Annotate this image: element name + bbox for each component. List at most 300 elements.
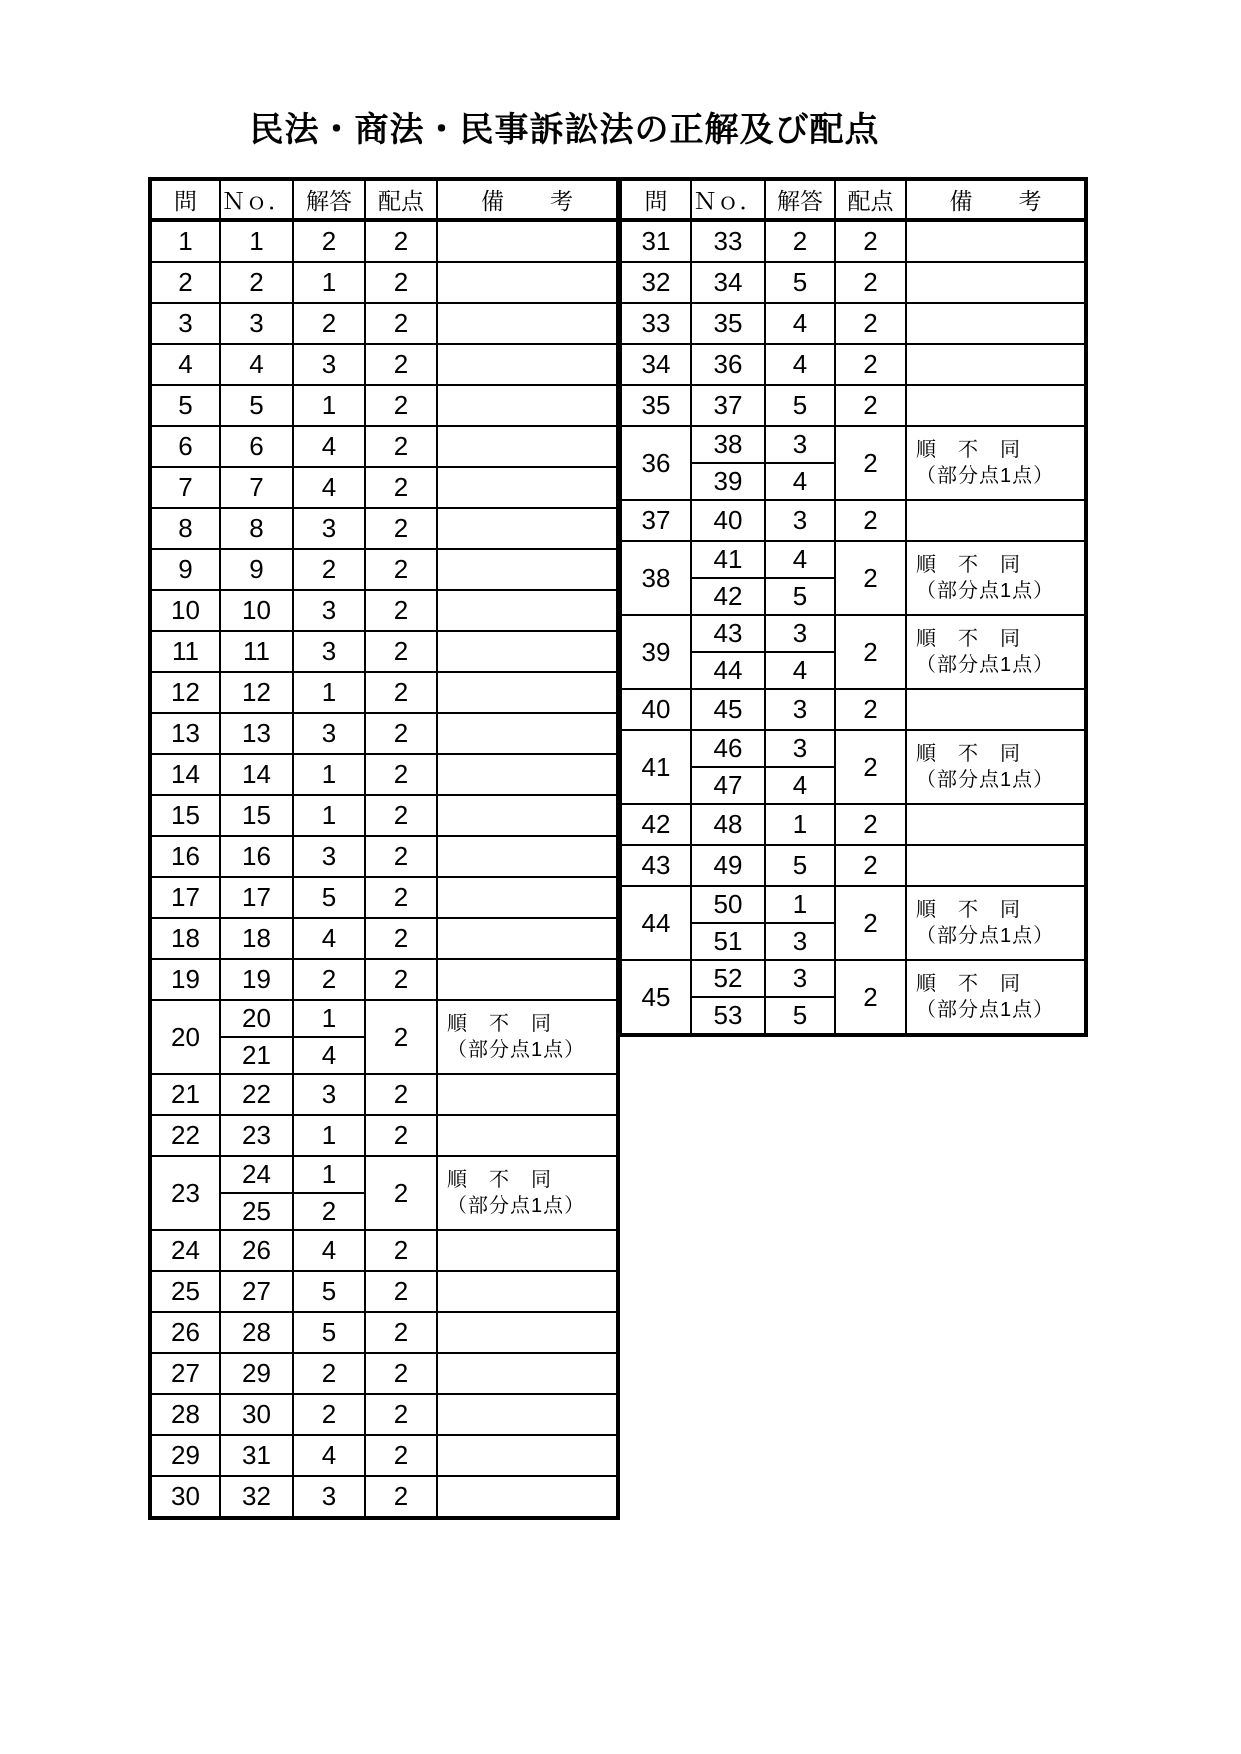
question-cell: 17 <box>150 877 220 918</box>
remark-line: （部分点1点） <box>447 1039 586 1061</box>
answer-cell: 4 <box>765 767 835 804</box>
question-cell: 4 <box>150 344 220 385</box>
answer-row <box>621 886 1086 923</box>
question-cell: 1 <box>150 220 220 262</box>
answer-row <box>150 1000 618 1037</box>
answer-cell: 1 <box>293 385 365 426</box>
question-cell: 42 <box>621 804 691 845</box>
remark-cell <box>437 1312 618 1353</box>
answer-cell: 1 <box>293 795 365 836</box>
answer-cell: 2 <box>293 1353 365 1394</box>
remark-cell <box>906 804 1086 845</box>
remark-line: 順 不 同 <box>916 628 1021 650</box>
answer-row <box>150 590 618 631</box>
answer-cell: 4 <box>765 303 835 344</box>
points-cell: 2 <box>835 845 906 886</box>
answer-row <box>621 426 1086 463</box>
remark-line: （部分点1点） <box>916 465 1055 487</box>
answer-row <box>150 713 618 754</box>
question-cell: 8 <box>150 508 220 549</box>
no-cell: 12 <box>220 672 293 713</box>
remark-cell <box>906 426 1086 500</box>
no-cell: 41 <box>691 541 765 578</box>
points-cell: 2 <box>835 886 906 960</box>
points-cell: 2 <box>365 426 437 467</box>
remark-line: （部分点1点） <box>916 999 1055 1021</box>
points-cell: 2 <box>365 1476 437 1518</box>
answer-row <box>621 220 1086 262</box>
answer-cell: 3 <box>765 960 835 997</box>
remark-cell <box>437 1435 618 1476</box>
points-cell: 2 <box>365 590 437 631</box>
no-cell: 3 <box>220 303 293 344</box>
no-cell: 16 <box>220 836 293 877</box>
remark-cell <box>906 845 1086 886</box>
answer-cell: 1 <box>293 262 365 303</box>
answer-row <box>150 1230 618 1271</box>
header-no: Ｎｏ． <box>220 179 293 220</box>
question-cell: 2 <box>150 262 220 303</box>
question-cell: 18 <box>150 918 220 959</box>
points-cell: 2 <box>365 631 437 672</box>
answer-cell: 2 <box>293 1193 365 1230</box>
answer-row <box>621 541 1086 578</box>
answer-row <box>150 1115 618 1156</box>
question-cell: 25 <box>150 1271 220 1312</box>
question-cell: 11 <box>150 631 220 672</box>
remark-cell <box>437 220 618 262</box>
no-cell: 30 <box>220 1394 293 1435</box>
answer-cell: 3 <box>293 836 365 877</box>
remark-cell <box>437 426 618 467</box>
question-cell: 7 <box>150 467 220 508</box>
answer-table-right <box>620 177 1088 1037</box>
no-cell: 10 <box>220 590 293 631</box>
points-cell: 2 <box>365 836 437 877</box>
remark-cell <box>437 877 618 918</box>
no-cell: 28 <box>220 1312 293 1353</box>
answer-cell: 3 <box>293 1074 365 1115</box>
answer-tables <box>148 177 1088 1520</box>
question-cell: 9 <box>150 549 220 590</box>
no-cell: 11 <box>220 631 293 672</box>
answer-row <box>150 1271 618 1312</box>
no-cell: 42 <box>691 578 765 615</box>
answer-row <box>150 959 618 1000</box>
no-cell: 46 <box>691 730 765 767</box>
answer-row <box>150 795 618 836</box>
points-cell: 2 <box>365 1230 437 1271</box>
answer-row <box>150 631 618 672</box>
remark-cell <box>437 262 618 303</box>
answer-row <box>150 467 618 508</box>
no-cell: 17 <box>220 877 293 918</box>
question-cell: 32 <box>621 262 691 303</box>
remark-cell <box>437 836 618 877</box>
remark-cell <box>906 344 1086 385</box>
question-cell: 21 <box>150 1074 220 1115</box>
answer-cell: 3 <box>765 689 835 730</box>
answer-row <box>150 344 618 385</box>
remark-cell <box>437 631 618 672</box>
question-cell: 44 <box>621 886 691 960</box>
remark-line: （部分点1点） <box>447 1195 586 1217</box>
question-cell: 12 <box>150 672 220 713</box>
points-cell: 2 <box>835 730 906 804</box>
points-cell: 2 <box>365 754 437 795</box>
answer-cell: 3 <box>765 426 835 463</box>
answer-row <box>621 689 1086 730</box>
points-cell: 2 <box>835 500 906 541</box>
points-cell: 2 <box>835 541 906 615</box>
points-cell: 2 <box>365 220 437 262</box>
no-cell: 18 <box>220 918 293 959</box>
answer-cell: 5 <box>765 997 835 1035</box>
points-cell: 2 <box>835 960 906 1035</box>
remark-line: 順 不 同 <box>916 439 1021 461</box>
no-cell: 38 <box>691 426 765 463</box>
answer-cell: 5 <box>293 1271 365 1312</box>
header-points: 配点 <box>835 179 906 220</box>
no-cell: 22 <box>220 1074 293 1115</box>
remark-line: 順 不 同 <box>447 1013 552 1035</box>
points-cell: 2 <box>365 918 437 959</box>
answer-cell: 1 <box>293 672 365 713</box>
answer-cell: 5 <box>765 262 835 303</box>
remark-cell <box>437 672 618 713</box>
answer-row <box>150 918 618 959</box>
remark-cell <box>906 689 1086 730</box>
answer-cell: 2 <box>293 549 365 590</box>
answer-cell: 2 <box>765 220 835 262</box>
points-cell: 2 <box>365 959 437 1000</box>
question-cell: 40 <box>621 689 691 730</box>
points-cell: 2 <box>365 1435 437 1476</box>
points-cell: 2 <box>835 689 906 730</box>
remark-cell <box>906 220 1086 262</box>
remark-cell <box>437 1115 618 1156</box>
answer-cell: 1 <box>293 754 365 795</box>
question-cell: 28 <box>150 1394 220 1435</box>
answer-cell: 4 <box>293 467 365 508</box>
answer-row <box>150 549 618 590</box>
points-cell: 2 <box>365 508 437 549</box>
remark-cell <box>437 1074 618 1115</box>
points-cell: 2 <box>835 615 906 689</box>
points-cell: 2 <box>365 262 437 303</box>
answer-row <box>150 426 618 467</box>
no-cell: 51 <box>691 923 765 960</box>
no-cell: 53 <box>691 997 765 1035</box>
points-cell: 2 <box>365 1000 437 1074</box>
header-points: 配点 <box>365 179 437 220</box>
no-cell: 27 <box>220 1271 293 1312</box>
answer-cell: 2 <box>293 1394 365 1435</box>
no-cell: 20 <box>220 1000 293 1037</box>
remark-cell <box>437 508 618 549</box>
remark-line: 順 不 同 <box>916 554 1021 576</box>
header-question: 問 <box>621 179 691 220</box>
answer-row <box>621 960 1086 997</box>
question-cell: 14 <box>150 754 220 795</box>
points-cell: 2 <box>365 1271 437 1312</box>
answer-row <box>150 1394 618 1435</box>
question-cell: 29 <box>150 1435 220 1476</box>
question-cell: 10 <box>150 590 220 631</box>
no-cell: 48 <box>691 804 765 845</box>
answer-row <box>621 845 1086 886</box>
question-cell: 23 <box>150 1156 220 1230</box>
remark-cell <box>437 795 618 836</box>
points-cell: 2 <box>365 344 437 385</box>
points-cell: 2 <box>365 795 437 836</box>
no-cell: 34 <box>691 262 765 303</box>
answer-cell: 4 <box>293 426 365 467</box>
remark-cell <box>437 1156 618 1230</box>
answer-cell: 4 <box>765 463 835 500</box>
no-cell: 14 <box>220 754 293 795</box>
answer-cell: 4 <box>765 652 835 689</box>
points-cell: 2 <box>365 1074 437 1115</box>
question-cell: 41 <box>621 730 691 804</box>
remark-cell <box>437 1353 618 1394</box>
points-cell: 2 <box>365 1115 437 1156</box>
answer-row <box>621 804 1086 845</box>
answer-cell: 2 <box>293 220 365 262</box>
answer-row <box>150 1074 618 1115</box>
answer-cell: 4 <box>765 344 835 385</box>
no-cell: 43 <box>691 615 765 652</box>
answer-cell: 5 <box>293 1312 365 1353</box>
no-cell: 1 <box>220 220 293 262</box>
remark-line: （部分点1点） <box>916 654 1055 676</box>
remark-cell <box>437 1000 618 1074</box>
answer-cell: 5 <box>293 877 365 918</box>
question-cell: 37 <box>621 500 691 541</box>
answer-row <box>621 385 1086 426</box>
points-cell: 2 <box>365 385 437 426</box>
question-cell: 43 <box>621 845 691 886</box>
answer-cell: 3 <box>293 713 365 754</box>
answer-cell: 3 <box>293 508 365 549</box>
remark-cell <box>437 1476 618 1518</box>
remark-cell <box>906 500 1086 541</box>
answer-cell: 5 <box>765 578 835 615</box>
answer-cell: 4 <box>293 1435 365 1476</box>
question-cell: 30 <box>150 1476 220 1518</box>
question-cell: 39 <box>621 615 691 689</box>
remark-cell <box>437 959 618 1000</box>
remark-cell <box>437 467 618 508</box>
points-cell: 2 <box>835 303 906 344</box>
remark-line: 順 不 同 <box>916 973 1021 995</box>
answer-row <box>150 672 618 713</box>
header-remark: 備 考 <box>906 179 1086 220</box>
answer-cell: 3 <box>293 344 365 385</box>
question-cell: 20 <box>150 1000 220 1074</box>
answer-cell: 1 <box>765 886 835 923</box>
answer-cell: 2 <box>293 959 365 1000</box>
header-no: Ｎｏ． <box>691 179 765 220</box>
remark-line: 順 不 同 <box>916 899 1021 921</box>
answer-row <box>150 1312 618 1353</box>
question-cell: 15 <box>150 795 220 836</box>
points-cell: 2 <box>365 1312 437 1353</box>
remark-cell <box>906 385 1086 426</box>
header-question: 問 <box>150 179 220 220</box>
answer-cell: 3 <box>293 631 365 672</box>
question-cell: 34 <box>621 344 691 385</box>
remark-cell <box>437 303 618 344</box>
answer-row <box>150 262 618 303</box>
points-cell: 2 <box>835 220 906 262</box>
points-cell: 2 <box>365 713 437 754</box>
points-cell: 2 <box>365 1394 437 1435</box>
remark-cell <box>437 590 618 631</box>
no-cell: 6 <box>220 426 293 467</box>
remark-cell <box>437 344 618 385</box>
no-cell: 35 <box>691 303 765 344</box>
no-cell: 45 <box>691 689 765 730</box>
no-cell: 40 <box>691 500 765 541</box>
points-cell: 2 <box>365 303 437 344</box>
no-cell: 4 <box>220 344 293 385</box>
question-cell: 6 <box>150 426 220 467</box>
answer-row <box>150 303 618 344</box>
no-cell: 13 <box>220 713 293 754</box>
question-cell: 33 <box>621 303 691 344</box>
no-cell: 47 <box>691 767 765 804</box>
remark-cell <box>437 754 618 795</box>
question-cell: 24 <box>150 1230 220 1271</box>
no-cell: 29 <box>220 1353 293 1394</box>
points-cell: 2 <box>365 877 437 918</box>
no-cell: 39 <box>691 463 765 500</box>
no-cell: 2 <box>220 262 293 303</box>
answer-row <box>621 730 1086 767</box>
no-cell: 8 <box>220 508 293 549</box>
no-cell: 37 <box>691 385 765 426</box>
remark-cell <box>437 549 618 590</box>
no-cell: 26 <box>220 1230 293 1271</box>
answer-cell: 5 <box>765 845 835 886</box>
remark-cell <box>906 262 1086 303</box>
header-row <box>150 179 618 220</box>
no-cell: 9 <box>220 549 293 590</box>
remark-line: （部分点1点） <box>916 580 1055 602</box>
no-cell: 24 <box>220 1156 293 1193</box>
answer-cell: 4 <box>293 918 365 959</box>
no-cell: 50 <box>691 886 765 923</box>
points-cell: 2 <box>365 1353 437 1394</box>
points-cell: 2 <box>835 385 906 426</box>
no-cell: 32 <box>220 1476 293 1518</box>
answer-cell: 3 <box>765 923 835 960</box>
page-title: 民法・商法・民事訴訟法の正解及び配点 <box>249 111 880 149</box>
points-cell: 2 <box>835 344 906 385</box>
answer-cell: 3 <box>293 590 365 631</box>
points-cell: 2 <box>835 426 906 500</box>
answer-cell: 3 <box>293 1476 365 1518</box>
answer-cell: 3 <box>765 615 835 652</box>
remark-cell <box>906 960 1086 1035</box>
answer-row <box>150 385 618 426</box>
answer-row <box>150 508 618 549</box>
header-remark: 備 考 <box>437 179 618 220</box>
answer-row <box>621 262 1086 303</box>
remark-line: 順 不 同 <box>447 1169 552 1191</box>
header-answer: 解答 <box>765 179 835 220</box>
answer-cell: 4 <box>293 1037 365 1074</box>
question-cell: 5 <box>150 385 220 426</box>
remark-cell <box>906 615 1086 689</box>
no-cell: 21 <box>220 1037 293 1074</box>
answer-row <box>621 500 1086 541</box>
answer-cell: 3 <box>765 500 835 541</box>
remark-line: （部分点1点） <box>916 925 1055 947</box>
answer-cell: 5 <box>765 385 835 426</box>
answer-row <box>621 615 1086 652</box>
answer-cell: 2 <box>293 303 365 344</box>
header-row <box>621 179 1086 220</box>
points-cell: 2 <box>365 1156 437 1230</box>
question-cell: 45 <box>621 960 691 1035</box>
question-cell: 16 <box>150 836 220 877</box>
question-cell: 31 <box>621 220 691 262</box>
answer-cell: 1 <box>293 1115 365 1156</box>
no-cell: 33 <box>691 220 765 262</box>
answer-row <box>150 1476 618 1518</box>
answer-row <box>150 754 618 795</box>
remark-cell <box>437 918 618 959</box>
remark-cell <box>906 886 1086 960</box>
remark-cell <box>437 1271 618 1312</box>
answer-cell: 4 <box>765 541 835 578</box>
remark-cell <box>437 1394 618 1435</box>
answer-row <box>150 1435 618 1476</box>
question-cell: 13 <box>150 713 220 754</box>
question-cell: 38 <box>621 541 691 615</box>
remark-line: 順 不 同 <box>916 743 1021 765</box>
no-cell: 15 <box>220 795 293 836</box>
remark-line: （部分点1点） <box>916 769 1055 791</box>
points-cell: 2 <box>365 672 437 713</box>
no-cell: 7 <box>220 467 293 508</box>
no-cell: 44 <box>691 652 765 689</box>
no-cell: 25 <box>220 1193 293 1230</box>
answer-table-left <box>148 177 620 1520</box>
no-cell: 23 <box>220 1115 293 1156</box>
answer-cell: 3 <box>765 730 835 767</box>
no-cell: 19 <box>220 959 293 1000</box>
header-answer: 解答 <box>293 179 365 220</box>
answer-cell: 1 <box>293 1000 365 1037</box>
no-cell: 52 <box>691 960 765 997</box>
remark-cell <box>437 385 618 426</box>
no-cell: 5 <box>220 385 293 426</box>
no-cell: 36 <box>691 344 765 385</box>
no-cell: 49 <box>691 845 765 886</box>
no-cell: 31 <box>220 1435 293 1476</box>
points-cell: 2 <box>365 467 437 508</box>
remark-cell <box>437 713 618 754</box>
remark-cell <box>906 730 1086 804</box>
question-cell: 36 <box>621 426 691 500</box>
answer-row <box>150 1156 618 1193</box>
question-cell: 35 <box>621 385 691 426</box>
answer-cell: 1 <box>293 1156 365 1193</box>
answer-cell: 1 <box>765 804 835 845</box>
